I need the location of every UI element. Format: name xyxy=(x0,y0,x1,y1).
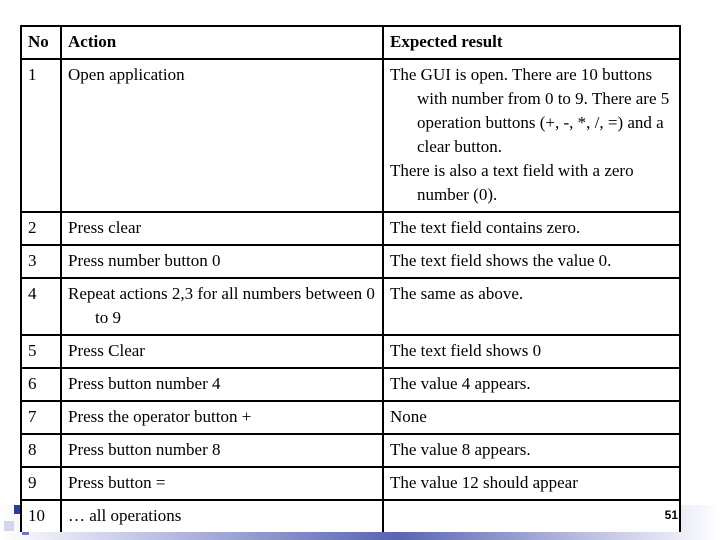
row-expected-result: The value 4 appears. xyxy=(383,368,680,401)
row-number: 2 xyxy=(21,212,61,245)
row-number: 1 xyxy=(21,59,61,212)
table-row xyxy=(21,434,680,467)
row-number: 5 xyxy=(21,335,61,368)
row-action: Press clear xyxy=(61,212,383,245)
row-action: Repeat actions 2,3 for all numbers between 0 to 9 xyxy=(61,278,383,335)
row-action: … all operations xyxy=(61,500,383,532)
header-no: No xyxy=(21,26,61,59)
row-expected-result: The same as above. xyxy=(383,278,680,335)
table-row xyxy=(21,335,680,368)
row-expected-result: The text field contains zero. xyxy=(383,212,680,245)
expected-text-extra: There is also a text field with a zero number (0). xyxy=(390,161,634,204)
row-action: Press button number 4 xyxy=(61,368,383,401)
row-number: 10 xyxy=(21,500,61,532)
row-number: 4 xyxy=(21,278,61,335)
table-row xyxy=(21,59,680,212)
row-action: Open application xyxy=(61,59,383,212)
row-expected-result: The value 12 should appear xyxy=(383,467,680,500)
row-action: Press button = xyxy=(61,467,383,500)
row-expected-result: The text field shows 0 xyxy=(383,335,680,368)
row-number: 7 xyxy=(21,401,61,434)
row-expected-result xyxy=(383,59,680,212)
row-expected-result: None xyxy=(383,401,680,434)
expected-text: The GUI is open. There are 10 buttons with number from 0 to 9. There are 5 operation buttons (+, -, *, /, =) and a clear button. xyxy=(390,65,670,156)
table-row xyxy=(21,401,680,434)
row-expected-result xyxy=(383,500,680,532)
table-row xyxy=(21,278,680,335)
row-expected-result: The text field shows the value 0. xyxy=(383,245,680,278)
row-number: 8 xyxy=(21,434,61,467)
row-action: Press the operator button + xyxy=(61,401,383,434)
table-row xyxy=(21,467,680,500)
row-number: 6 xyxy=(21,368,61,401)
row-action: Press Clear xyxy=(61,335,383,368)
table-row xyxy=(21,368,680,401)
row-number: 3 xyxy=(21,245,61,278)
table-row xyxy=(21,245,680,278)
header-action: Action xyxy=(61,26,383,59)
row-action: Press button number 8 xyxy=(61,434,383,467)
header-expected-result: Expected result xyxy=(383,26,680,59)
row-expected-result: The value 8 appears. xyxy=(383,434,680,467)
test-case-table xyxy=(20,25,681,532)
table-row xyxy=(21,212,680,245)
page-number: 51 xyxy=(664,508,678,522)
table-header-row xyxy=(21,26,680,59)
row-action: Press number button 0 xyxy=(61,245,383,278)
row-number: 9 xyxy=(21,467,61,500)
table-row xyxy=(21,500,680,532)
